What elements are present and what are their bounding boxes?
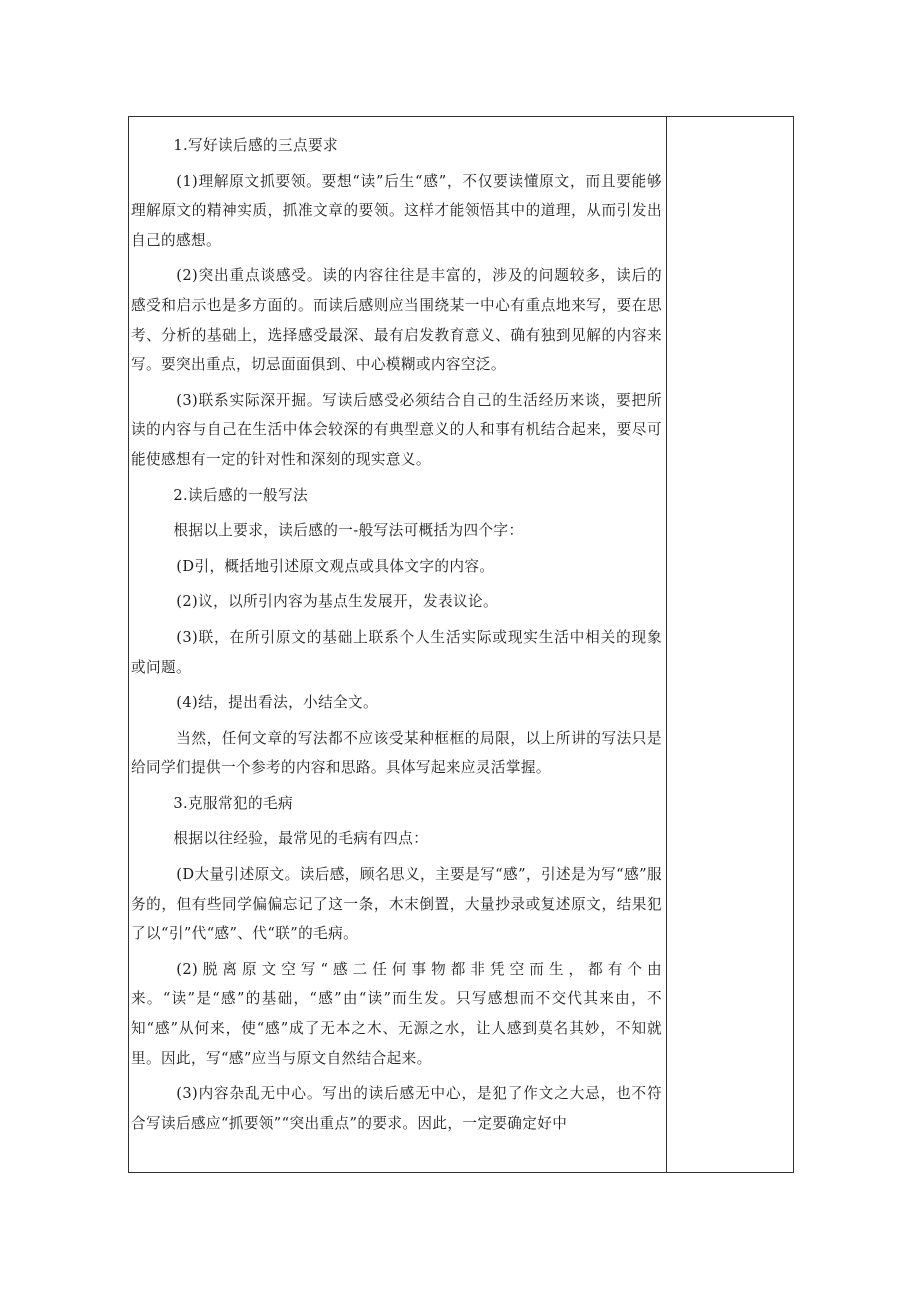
list-item: (2)脱离原文空写“感二任何事物都非凭空而生，都有个由来。“读”是“感”的基础，“感”由“读”而生发。只写感想而不交代其来由，不知“感”从何来，使“感”成了无本之木、无源之水，让人感到莫名其妙，不知就里。因此，写“感”应当与原文自然结合起来。: [131, 960, 662, 1067]
list-item: (4)结，提出看法，小结全文。: [176, 694, 379, 712]
paragraph: (2)突出重点谈感受。读的内容往往是丰富的，涉及的问题较多，读后的感受和启示也是多方面的。而读后感则应当围绕某一中心有重点地来写，要在思考、分析的基础上，选择感受最深、最有启发教育意义、确有独到见解的内容来写。要突出重点，切忌面面俱到、中心模糊或内容空泛。: [131, 267, 662, 374]
paragraph: (3)联系实际深开掘。写读后感受必须结合自己的生活经历来谈，要把所读的内容与自己在生活中体会较深的有典型意义的人和事有机结合起来，要尽可能使感想有一定的针对性和深刻的现实意义。: [131, 391, 662, 468]
list-item: (D引，概括地引述原文观点或具体文字的内容。: [176, 557, 495, 575]
document-table: [128, 116, 794, 1173]
paragraph: 根据以往经验，最常见的毛病有四点：: [173, 830, 429, 848]
list-item: (2)议，以所引内容为基点生发展开，发表议论。: [176, 593, 498, 611]
list-item: (3)内容杂乱无中心。写出的读后感无中心，是犯了作文之大忌，也不符合写读后感应“抓要领”“突出重点”的要求。因此，一定要确定好中: [131, 1085, 662, 1132]
list-item: (D大量引述原文。读后感，顾名思义，主要是写“感”，引述是为写“感”服务的，但有些同学偏偏忘记了这一条，木末倒置，大量抄录或复述原文，结果犯了以“引”代“感”、代“联”的毛病。: [131, 866, 662, 943]
heading-section-1: 1.写好读后感的三点要求: [173, 137, 338, 154]
list-item: (3)联，在所引原文的基础上联系个人生活实际或现实生活中相关的现象或问题。: [131, 628, 662, 676]
paragraph: 根据以上要求，读后感的一-般写法可概括为四个字：: [173, 522, 524, 540]
notes-cell: [667, 117, 793, 1172]
heading-section-3: 3.克服常犯的毛病: [173, 794, 294, 812]
paragraph: 当然，任何文章的写法都不应该受某种框框的局限，以上所讲的写法只是给同学们提供一个参考的内容和思路。具体写起来应灵活掌握。: [131, 729, 662, 777]
content-cell: [129, 117, 666, 1172]
heading-section-2: 2.读后感的一般写法: [173, 486, 309, 504]
paragraph: (1)理解原文抓要领。要想“读”后生“感”，不仅要读懂原文，而且要能够理解原文的精神实质，抓准文章的要领。这样才能领悟其中的道理，从而引发出自己的感想。: [131, 172, 662, 249]
